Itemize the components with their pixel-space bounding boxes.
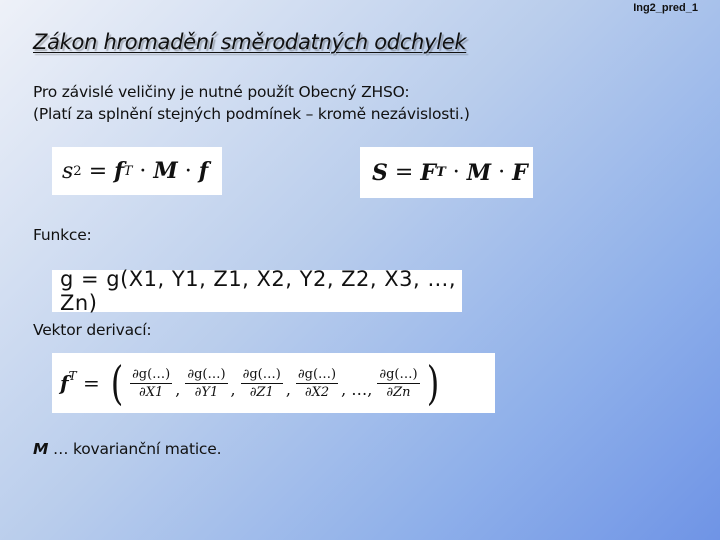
fraction-denominator: ∂X2 (304, 384, 330, 400)
derivative-vector-label: Vektor derivací: (33, 321, 152, 339)
eq2-dot1: · (452, 160, 460, 185)
fraction-denominator: ∂X1 (139, 384, 164, 400)
eq2-dot2: · (498, 160, 506, 185)
eq1-dot2: · (184, 158, 192, 184)
deriv-lhs: f (60, 371, 69, 395)
deriv-fraction (296, 367, 338, 400)
deriv-equals: = (82, 371, 100, 395)
covariance-note (33, 440, 221, 458)
eq2-equals: = (394, 160, 414, 185)
covariance-text: … kovarianční matice. (48, 440, 222, 458)
intro-text (33, 81, 470, 125)
deriv-fraction (377, 367, 419, 400)
eq1-f2: f (198, 158, 209, 184)
deriv-open-paren: ( (110, 356, 124, 410)
eq2-T: T (435, 165, 446, 180)
function-label: Funkce: (33, 226, 92, 244)
fraction-numerator: ∂g(…) (297, 366, 337, 382)
eq1-lhs: s (62, 158, 74, 184)
eq1-M: M (153, 158, 178, 184)
equation-derivative-vector (52, 353, 495, 413)
fraction-numerator: ∂g(…) (379, 366, 418, 382)
slide-tag: Ing2_pred_1 (633, 2, 698, 14)
fraction-numerator: ∂g(…) (242, 366, 281, 382)
page-title: Zákon hromadění směrodatných odchylek (33, 30, 467, 54)
equation-function (52, 267, 462, 315)
eq2-F2: F (512, 159, 528, 186)
fraction-denominator: ∂Z1 (249, 384, 274, 400)
deriv-close-paren: ) (426, 356, 439, 410)
eq1-dot1: · (139, 158, 147, 184)
intro-line-2: (Platí za splnění stejných podmínek – kromě nezávislosti.) (33, 105, 470, 123)
fraction-denominator: ∂Zn (386, 384, 411, 400)
eq1-sup: 2 (73, 163, 82, 179)
function-expression: g = g(X1, Y1, Z1, X2, Y2, Z2, X3, …, Zn) (60, 267, 457, 315)
deriv-comma: , (230, 380, 236, 399)
deriv-fraction (185, 367, 227, 400)
equation-variance (52, 147, 222, 195)
deriv-fraction (130, 367, 172, 400)
equation-matrix (360, 147, 533, 198)
fraction-numerator: ∂g(…) (132, 366, 171, 382)
covariance-symbol: M (33, 440, 49, 458)
eq1-equals: = (88, 158, 108, 184)
intro-line-1: Pro závislé veličiny je nutné použít Obecný ZHSO: (33, 83, 410, 101)
eq2-lhs: S (372, 159, 388, 186)
eq1-T: T (123, 163, 133, 179)
fraction-numerator: ∂g(…) (187, 366, 226, 382)
deriv-comma: , (175, 380, 181, 399)
deriv-ellipsis: , …, (341, 380, 373, 399)
deriv-comma: , (285, 380, 291, 399)
deriv-fraction (241, 367, 283, 400)
deriv-T: T (68, 369, 77, 383)
eq2-F: F (420, 159, 436, 186)
fraction-denominator: ∂Y1 (194, 384, 219, 400)
eq1-f: f (114, 158, 124, 184)
eq2-M: M (466, 159, 492, 186)
